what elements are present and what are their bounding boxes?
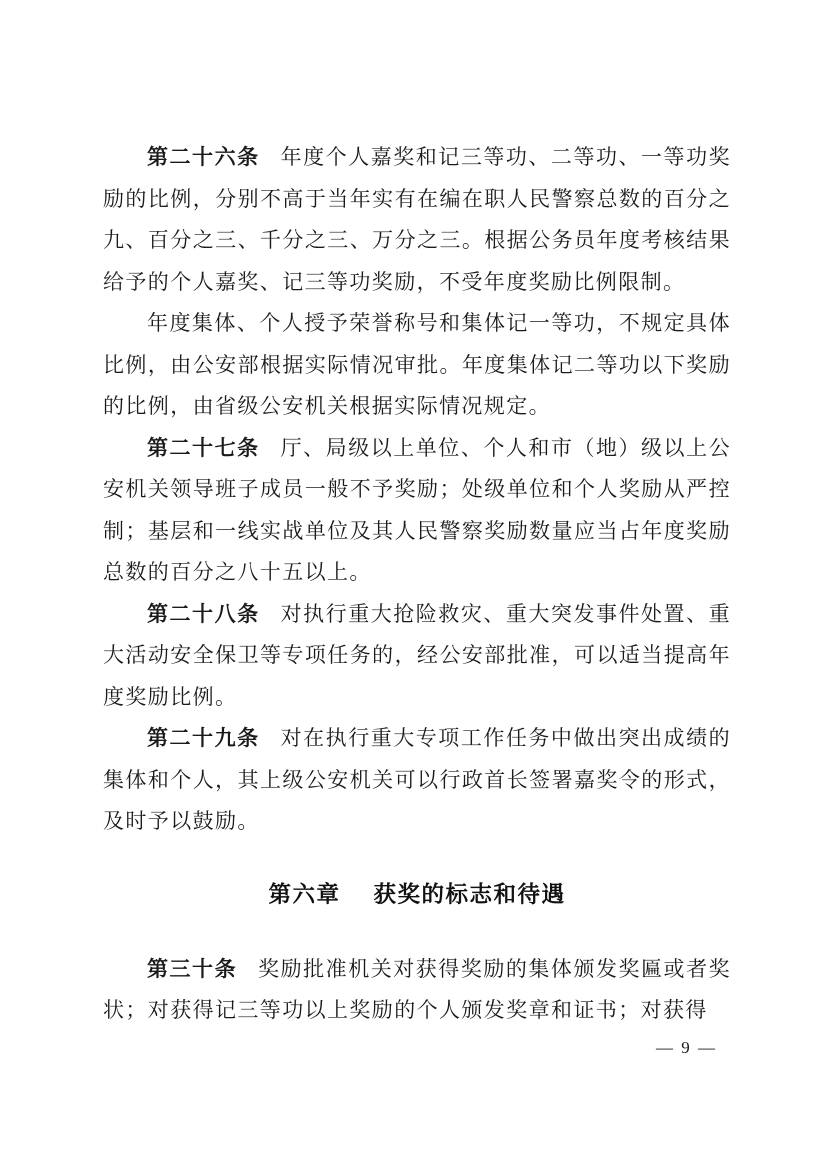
article-29-text: 对在执行重大专项工作任务中做出突出成绩的集体和个人，其上级公安机关可以行政首长签署嘉奖令的形式，及时予以鼓励。 <box>103 726 731 833</box>
article-27-number: 第二十七条 <box>147 436 260 460</box>
chapter-number: 第六章 <box>268 881 341 907</box>
article-26-continuation-paragraph <box>103 303 731 428</box>
article-29-paragraph <box>103 718 731 843</box>
article-28-text: 对执行重大抢险救灾、重大突发事件处置、重大活动安全保卫等专项任务的，经公安部批准，可以适当提高年度奖励比例。 <box>103 601 731 709</box>
article-27-paragraph <box>103 428 731 594</box>
article-29-number: 第二十九条 <box>147 727 260 750</box>
chapter-heading <box>103 874 731 916</box>
article-28-number: 第二十八条 <box>147 602 260 626</box>
article-26-continuation-text: 年度集体、个人授予荣誉称号和集体记一等功，不规定具体比例，由公安部根据实际情况审批。年度集体记二等功以下奖励的比例，由省级公安机关根据实际情况规定。 <box>103 311 731 418</box>
article-26-paragraph <box>103 137 731 303</box>
article-26-number: 第二十六条 <box>147 146 260 169</box>
article-30-number: 第三十条 <box>147 957 238 981</box>
chapter-title: 获奖的标志和待遇 <box>373 881 566 907</box>
page-number <box>103 1035 731 1061</box>
article-30-paragraph <box>103 949 731 1032</box>
article-30-text: 奖励批准机关对获得奖励的集体颁发奖匾或者奖状；对获得记三等功以上奖励的个人颁发奖章和证书；对获得 <box>103 956 731 1022</box>
article-26-text: 年度个人嘉奖和记三等功、二等功、一等功奖励的比例，分别不高于当年实有在编在职人民警察总数的百分之九、百分之三、千分之三、万分之三。根据公务员年度考核结果给予的个人嘉奖、记三等功奖励，不受年度奖励比例限制。 <box>103 145 731 294</box>
page-number-label: — 9 — <box>656 1037 717 1057</box>
article-28-paragraph <box>103 594 731 719</box>
article-27-text: 厅、局级以上单位、个人和市（地）级以上公安机关领导班子成员一般不予奖励；处级单位和个人奖励从严控制；基层和一线实战单位及其人民警察奖励数量应当占年度奖励总数的百分之八十五以上。 <box>103 435 731 584</box>
